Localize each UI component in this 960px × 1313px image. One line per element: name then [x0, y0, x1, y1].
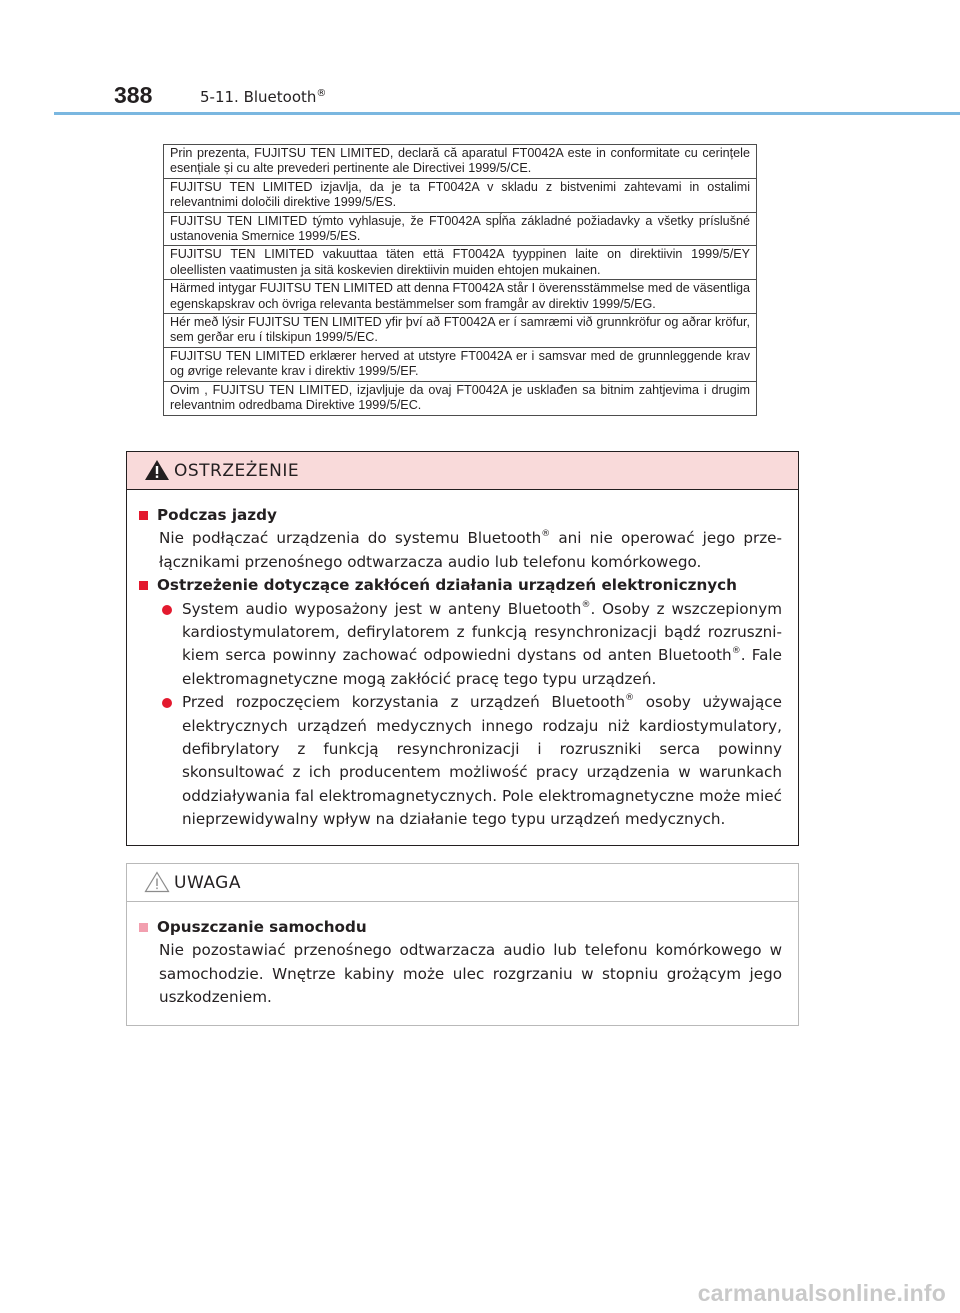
- registered-mark: ®: [316, 88, 327, 99]
- section-title-text: 5-11. Bluetooth: [200, 88, 317, 106]
- square-bullet-icon: [139, 923, 148, 932]
- caution-body: [127, 916, 798, 1010]
- text-segment: Nie podłączać urządzenia do systemu Bluetooth: [159, 529, 542, 548]
- caution-title: UWAGA: [174, 873, 241, 893]
- declaration-row: Ovim , FUJITSU TEN LIMITED, izjavljuje da ovaj FT0042A je usklađen sa bitnim zahtjevima i drugim relevantnim odredbama Direktive 1999/5/EC.: [170, 382, 750, 413]
- warning-header: [127, 452, 798, 490]
- warning-item-heading: [135, 574, 782, 597]
- warning-item-heading: [135, 504, 782, 527]
- warning-item-heading-text: Podczas jazdy: [157, 506, 277, 524]
- warning-item-text: [135, 527, 782, 574]
- caution-header: [127, 864, 798, 902]
- section-title: [200, 88, 326, 106]
- declaration-row: FUJITSU TEN LIMITED vakuuttaa täten että FT0042A tyyppinen laite on direktiivin 1999/5/EY oleellisten vaatimusten ja sitä koskevien direktiivin muiden ehtojen mukainen.: [164, 246, 756, 280]
- declaration-row: Hér með lýsir FUJITSU TEN LIMITED yfir því að FT0042A er í samræmi við grunnkröfur og aðrar kröfur, sem gerðar eru í tilskipun 1999/5/EC.: [164, 314, 756, 348]
- dot-bullet-icon: [162, 605, 172, 615]
- text-segment: . Osoby z wszczepionym kardiostymulatorem, defirylatorem z funkcją resynchronizacji bądź rozruszni-kiem serca powinny zachować odpowiedni dystans od anten Bluetooth: [182, 599, 782, 665]
- caution-triangle-icon: [144, 871, 170, 893]
- caution-item-heading-text: Opuszczanie samochodu: [157, 918, 367, 936]
- declaration-row: FUJITSU TEN LIMITED týmto vyhlasuje, že FT0042A spĺňa základné požiadavky a všetky príslušné ustanovenia Smernice 1999/5/ES.: [164, 213, 756, 247]
- declaration-row: FUJITSU TEN LIMITED erklærer herved at utstyre FT0042A er i samsvar med de grunnleggende krav og øvrige relevante krav i direktiv 1999/5/EF.: [164, 348, 756, 382]
- text-segment: Przed rozpoczęciem korzystania z urządzeń Bluetooth: [182, 693, 626, 712]
- caution-box: [126, 863, 799, 1026]
- warning-item-heading-text: Ostrzeżenie dotyczące zakłóceń działania urządzeń elektronicznych: [157, 576, 737, 595]
- registered-mark: ®: [625, 693, 635, 704]
- dot-bullet-icon: [162, 698, 172, 708]
- square-bullet-icon: [139, 511, 148, 520]
- page-number: 388: [114, 82, 153, 108]
- caution-item-text: Nie pozostawiać przenośnego odtwarzacza audio lub telefonu komórkowego w samochodzie. Wnętrze kabiny może ulec rozgrzaniu w stopniu grożącym jego uszkodzeniem.: [159, 941, 782, 1007]
- warning-sub-item: [135, 598, 782, 692]
- declaration-row: FUJITSU TEN LIMITED izjavlja, da je ta FT0042A v skladu z bistvenimi zahtevami in ostalimi relevantnimi določili direktive 1999/5/ES.: [164, 179, 756, 213]
- registered-mark: ®: [581, 599, 591, 610]
- warning-box: [126, 451, 799, 846]
- registered-mark: ®: [731, 646, 741, 657]
- registered-mark: ®: [541, 529, 551, 540]
- header-rule: [54, 112, 960, 115]
- square-bullet-icon: [139, 581, 148, 590]
- declarations-table: [163, 144, 757, 416]
- warning-title: OSTRZEŻENIE: [174, 461, 300, 481]
- caution-item-heading: [135, 916, 782, 939]
- warning-sub-item: [135, 691, 782, 831]
- watermark: carmanualsonline.info: [697, 1280, 946, 1306]
- text-segment: osoby używające elektrycznych urządzeń medycznych innego rodzaju niż kardiostymulatory, defibrylatory z funkcją resynchronizacji i rozruszniki serca powinny skonsultować z ich producentem możliwość pracy urządzenia w warunkach oddziaływania fal elektromagnetycznych. Pole elektromagnetyczne może mieć nieprzewidywalny wpływ na działanie tego typu urządzeń medycznych.: [182, 693, 782, 829]
- text-segment: . Fale elektromagnetyczne mogą zakłócić pracę tego typu urządzeń.: [182, 646, 782, 688]
- declaration-row: Härmed intygar FUJITSU TEN LIMITED att denna FT0042A står I överensstämmelse med de väsentliga egenskapskrav och övriga relevanta bestämmelser som framgår av direktiv 1999/5/EG.: [164, 280, 756, 314]
- warning-triangle-icon: [144, 459, 170, 481]
- text-segment: ani nie operować jego prze-łącznikami przenośnego odtwarzacza audio lub telefonu komórkowego.: [159, 529, 782, 571]
- warning-body: [127, 504, 798, 832]
- declaration-row: Prin prezenta, FUJITSU TEN LIMITED, declară că aparatul FT0042A este in conformitate cu cerințele esențiale și cu alte prevederi pertinente ale Directivei 1999/5/CE.: [164, 145, 756, 179]
- text-segment: System audio wyposażony jest w anteny Bluetooth: [182, 599, 582, 618]
